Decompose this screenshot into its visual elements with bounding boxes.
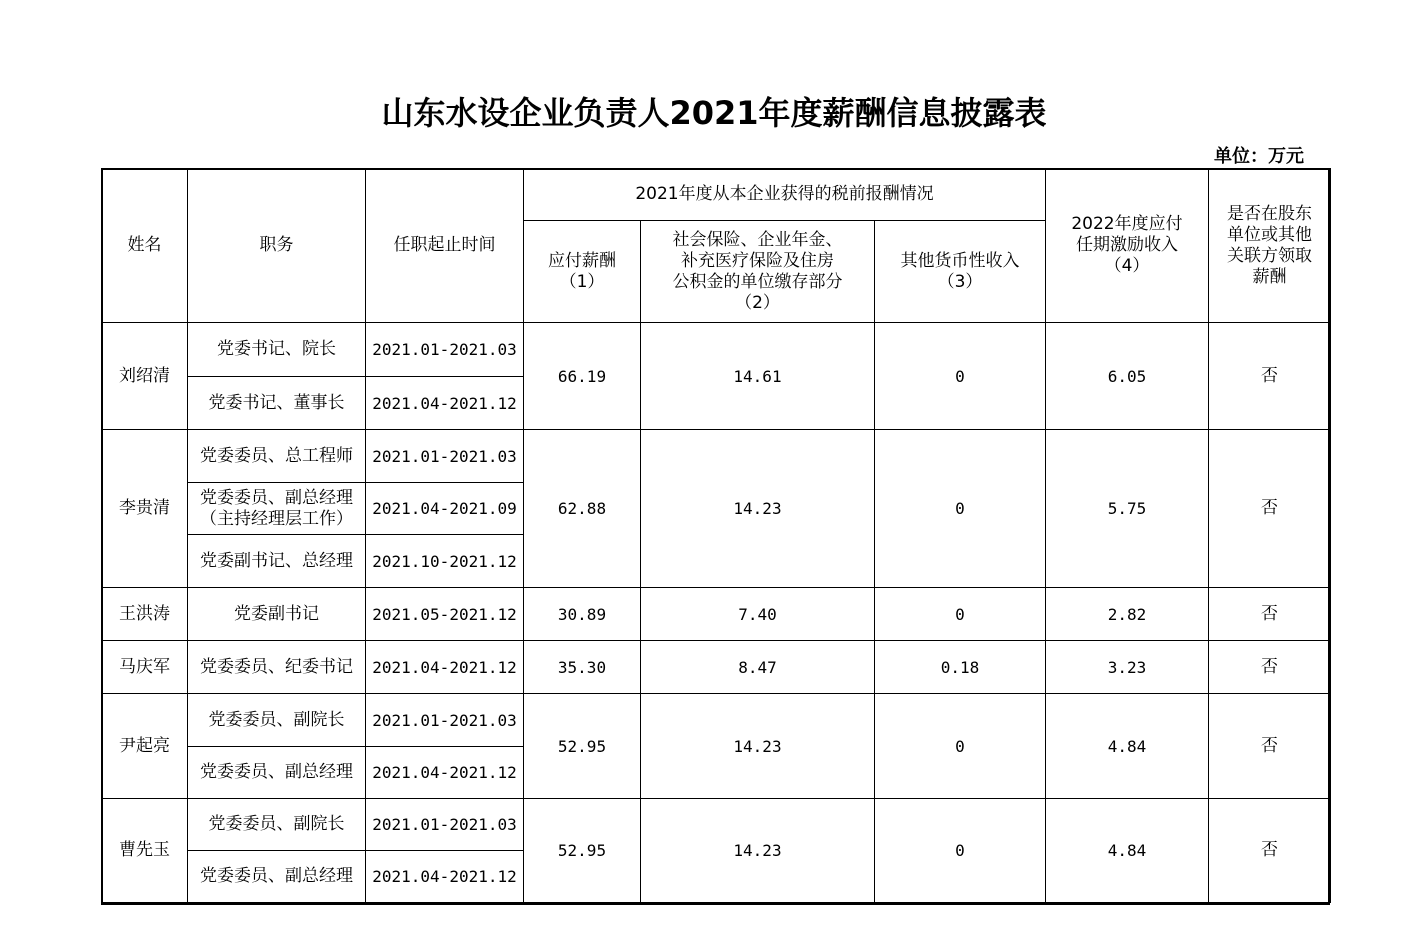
cell-name: 马庆军	[102, 641, 188, 694]
cell-pay: 66.19	[524, 323, 641, 430]
cell-term: 2021.01-2021.03	[366, 323, 524, 377]
header-insurance: 社会保险、企业年金、 补充医疗保险及住房 公积金的单位缴存部分 （2）	[641, 221, 875, 323]
cell-other: 0.18	[875, 641, 1046, 694]
table-row	[102, 588, 1331, 641]
cell-shareholder: 否	[1209, 641, 1331, 694]
cell-term: 2021.04-2021.09	[366, 483, 524, 535]
cell-position: 党委书记、董事长	[188, 377, 366, 430]
cell-shareholder: 否	[1209, 323, 1331, 430]
cell-incentive: 3.23	[1046, 641, 1209, 694]
cell-incentive: 5.75	[1046, 430, 1209, 588]
cell-pay: 52.95	[524, 799, 641, 903]
cell-incentive: 6.05	[1046, 323, 1209, 430]
cell-shareholder: 否	[1209, 694, 1331, 799]
salary-table	[101, 168, 1331, 903]
cell-insurance: 14.23	[641, 430, 875, 588]
cell-position: 党委委员、纪委书记	[188, 641, 366, 694]
unit-label: 单位：万元	[1214, 146, 1304, 167]
cell-position: 党委委员、总工程师	[188, 430, 366, 483]
cell-name: 王洪涛	[102, 588, 188, 641]
table-body	[102, 169, 1331, 903]
header-position: 职务	[188, 169, 366, 323]
table-row	[102, 799, 1331, 851]
page-title: 山东水设企业负责人2021年度薪酬信息披露表	[381, 94, 1047, 132]
cell-name: 刘绍清	[102, 323, 188, 430]
header-group: 2021年度从本企业获得的税前报酬情况	[524, 169, 1046, 221]
cell-insurance: 7.40	[641, 588, 875, 641]
cell-other: 0	[875, 430, 1046, 588]
table-row	[102, 323, 1331, 377]
cell-insurance: 8.47	[641, 641, 875, 694]
cell-position: 党委书记、院长	[188, 323, 366, 377]
cell-shareholder: 否	[1209, 430, 1331, 588]
cell-term: 2021.04-2021.12	[366, 641, 524, 694]
cell-position: 党委委员、副总经理 （主持经理层工作）	[188, 483, 366, 535]
cell-pay: 30.89	[524, 588, 641, 641]
cell-pay: 35.30	[524, 641, 641, 694]
cell-pay: 52.95	[524, 694, 641, 799]
header-shareholder: 是否在股东 单位或其他 关联方领取 薪酬	[1209, 169, 1331, 323]
cell-term: 2021.01-2021.03	[366, 430, 524, 483]
cell-incentive: 4.84	[1046, 799, 1209, 903]
cell-insurance: 14.23	[641, 694, 875, 799]
cell-position: 党委委员、副总经理	[188, 851, 366, 903]
cell-insurance: 14.23	[641, 799, 875, 903]
cell-other: 0	[875, 588, 1046, 641]
cell-term: 2021.01-2021.03	[366, 799, 524, 851]
cell-other: 0	[875, 799, 1046, 903]
cell-term: 2021.01-2021.03	[366, 694, 524, 747]
header-pay: 应付薪酬 （1）	[524, 221, 641, 323]
cell-term: 2021.04-2021.12	[366, 747, 524, 799]
cell-name: 尹起亮	[102, 694, 188, 799]
cell-name: 李贵清	[102, 430, 188, 588]
table-row	[102, 430, 1331, 483]
cell-position: 党委委员、副院长	[188, 694, 366, 747]
header-other: 其他货币性收入 （3）	[875, 221, 1046, 323]
cell-position: 党委副书记、总经理	[188, 535, 366, 588]
cell-shareholder: 否	[1209, 799, 1331, 903]
cell-other: 0	[875, 694, 1046, 799]
table-row	[102, 694, 1331, 747]
cell-term: 2021.05-2021.12	[366, 588, 524, 641]
cell-pay: 62.88	[524, 430, 641, 588]
header-name: 姓名	[102, 169, 188, 323]
cell-position: 党委委员、副院长	[188, 799, 366, 851]
cell-position: 党委委员、副总经理	[188, 747, 366, 799]
cell-shareholder: 否	[1209, 588, 1331, 641]
cell-other: 0	[875, 323, 1046, 430]
cell-term: 2021.04-2021.12	[366, 377, 524, 430]
cell-insurance: 14.61	[641, 323, 875, 430]
cell-name: 曹先玉	[102, 799, 188, 903]
header-term: 任职起止时间	[366, 169, 524, 323]
cell-term: 2021.10-2021.12	[366, 535, 524, 588]
cell-term: 2021.04-2021.12	[366, 851, 524, 903]
cell-incentive: 2.82	[1046, 588, 1209, 641]
header-incentive: 2022年度应付 任期激励收入 （4）	[1046, 169, 1209, 323]
table-row	[102, 641, 1331, 694]
cell-incentive: 4.84	[1046, 694, 1209, 799]
cell-position: 党委副书记	[188, 588, 366, 641]
